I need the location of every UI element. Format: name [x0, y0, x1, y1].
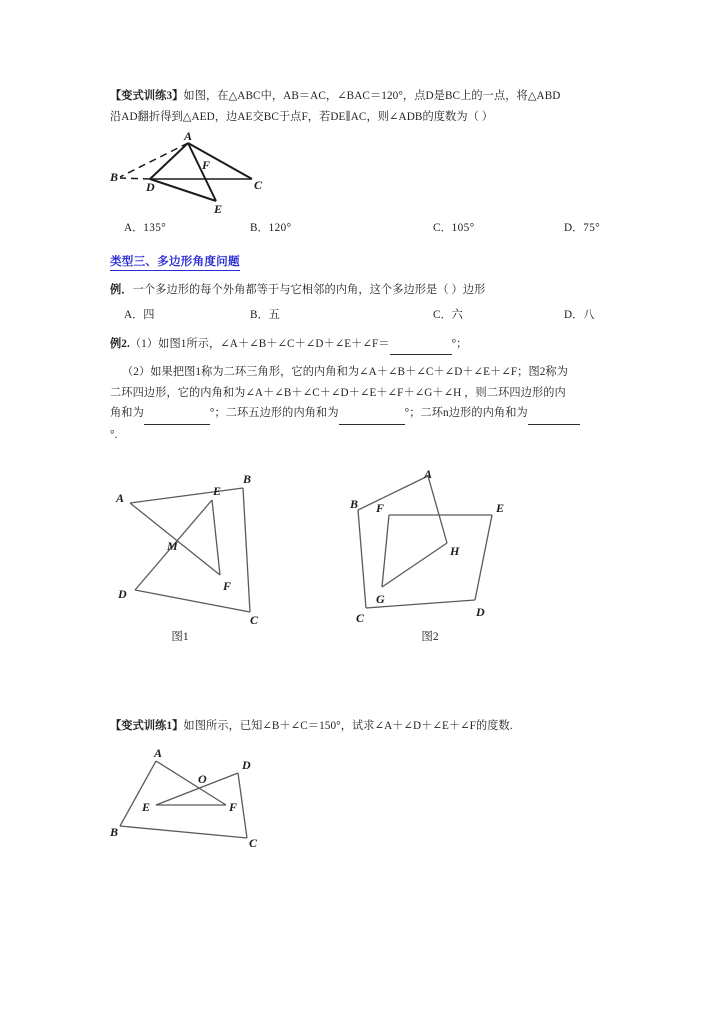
- example-2-frag-c: °；二环n边形的内角和为: [404, 407, 528, 419]
- choice-d-key: D．: [564, 222, 584, 234]
- label-a: A: [184, 131, 193, 143]
- fig2-label-c: C: [356, 611, 365, 625]
- two-ring-quadrilateral-svg: [350, 470, 565, 625]
- segment-bc: [120, 826, 247, 838]
- figure-1-wrap: [110, 470, 325, 644]
- example-1-choices: [110, 305, 610, 325]
- label-c: C: [254, 178, 263, 192]
- example-1-choice-d-key: D．: [564, 308, 584, 321]
- exercise-3-line-2: 沿AD翻折得到△AED，边AE交BC于点F，若DE∥AC，则∠ADB的度数为（ ）: [110, 110, 494, 123]
- label-e: E: [214, 202, 223, 215]
- figure-2-caption: 图2: [421, 631, 439, 643]
- example-1-choice-d-value: 八: [583, 308, 595, 321]
- segment-bc: [358, 510, 366, 608]
- example-2-part1-text: （1）如图1所示，∠A＋∠B＋∠C＋∠D＋∠E＋∠F＝: [129, 337, 390, 350]
- choice-c-key: C．: [433, 222, 452, 234]
- fig1-label-c: C: [250, 613, 259, 625]
- example-2-part2-line-4: °.: [110, 428, 118, 441]
- crossed-quadrilateral-svg: [110, 743, 310, 848]
- example-1-line: [110, 280, 610, 301]
- example-1-label: 例．: [110, 284, 133, 296]
- segment-ab: [130, 488, 243, 503]
- choice-d[interactable]: [564, 218, 600, 238]
- example-1-choice-c-key: C．: [433, 308, 452, 321]
- exercise-1-label: 【变式训练1】: [110, 720, 184, 732]
- exercise-1-text: 如图所示，已知∠B＋∠C＝150°，试求∠A＋∠D＋∠E＋∠F的度数.: [183, 720, 513, 732]
- fig1-label-a: A: [116, 491, 125, 505]
- exercise-3-figure: [110, 131, 610, 215]
- answer-blank-1[interactable]: [390, 334, 452, 356]
- choice-a-value: 135°: [143, 222, 167, 234]
- section-header-wrap: [110, 252, 610, 271]
- example-2-part2-line-3: [110, 403, 610, 425]
- ex1-label-f: F: [229, 799, 238, 814]
- example-2-label: 例2.: [110, 337, 130, 350]
- choice-a[interactable]: [124, 218, 250, 238]
- example-2-part2-line-2: 二环四边形，它的内角和为∠A＋∠B＋∠C＋∠D＋∠E＋∠F＋∠G＋∠H ，则二环四边形的内: [110, 386, 566, 399]
- segment-bc: [243, 488, 250, 612]
- choice-d-value: 75°: [583, 222, 601, 234]
- segment-ha: [428, 476, 447, 543]
- figures-row: [110, 470, 610, 644]
- answer-blank-2[interactable]: [144, 403, 210, 425]
- example-1-choice-d[interactable]: [564, 305, 594, 325]
- exercise-1-line: [110, 716, 610, 737]
- example-1-choice-b[interactable]: [250, 305, 433, 325]
- exercise-3-text-1: 如图，在△ABC中，AB＝AC，∠BAC＝120°，点D是BC上的一点，将△ABD: [183, 90, 561, 102]
- exercise-1-figure: [110, 743, 610, 853]
- example-2-frag-b: °；二环五边形的内角和为: [209, 407, 339, 419]
- exercise-3-block: [110, 86, 610, 127]
- two-ring-triangle-svg: [110, 470, 310, 625]
- example-1-text: 一个多边形的每个外角都等于与它相邻的内角，这个多边形是（ ）边形: [132, 284, 486, 296]
- example-1-choice-b-key: B．: [250, 308, 269, 321]
- exercise-3-label: 【变式训练3】: [110, 90, 184, 102]
- segment-ab: [120, 761, 156, 826]
- example-2-part2-line-1: （2）如果把图1称为二环三角形，它的内角和为∠A＋∠B＋∠C＋∠D＋∠E＋∠F；图2称为: [122, 366, 569, 378]
- segment-de: [156, 773, 238, 805]
- choice-c[interactable]: [433, 218, 564, 238]
- example-1-choice-c[interactable]: [433, 305, 564, 325]
- choice-b-key: B．: [250, 222, 269, 234]
- example-2-part1: [110, 334, 610, 356]
- answer-blank-4[interactable]: [528, 403, 580, 425]
- fig2-label-f: F: [376, 501, 385, 515]
- choice-c-value: 105°: [451, 222, 475, 234]
- fig2-label-h: H: [450, 544, 460, 558]
- fig2-label-d: D: [476, 605, 485, 619]
- segment-af: [156, 761, 226, 805]
- page-content: [110, 86, 610, 445]
- example-1-choice-c-value: 六: [451, 308, 463, 321]
- fig1-label-d: D: [118, 587, 127, 601]
- example-1-choice-a[interactable]: [124, 305, 250, 325]
- fig2-label-e: E: [496, 501, 505, 515]
- section-title: 类型三、多边形角度问题: [110, 253, 240, 271]
- ex1-label-o: O: [198, 771, 207, 786]
- ex1-label-d: D: [242, 757, 251, 772]
- segment-bd-dashed: [120, 178, 150, 179]
- ex1-label-a: A: [154, 745, 163, 760]
- segment-gh: [382, 543, 447, 587]
- fig1-label-f: F: [223, 579, 232, 593]
- segment-ef: [212, 500, 220, 575]
- figure-1-caption: 图1: [171, 631, 189, 643]
- example-2-frag-a: 角和为: [110, 407, 144, 419]
- exercise-1-block: [110, 716, 610, 853]
- ex1-label-c: C: [249, 835, 258, 848]
- example-2-part1-unit: °；: [451, 337, 468, 350]
- fig2-label-g: G: [376, 592, 385, 606]
- label-f: F: [202, 158, 211, 172]
- ex1-label-b: B: [110, 824, 119, 839]
- segment-fg: [382, 515, 389, 587]
- example-1-choice-a-key: A．: [124, 308, 144, 321]
- folded-triangle-svg: [110, 131, 310, 215]
- example-1-choice-b-value: 五: [268, 308, 280, 321]
- segment-ab: [358, 476, 428, 510]
- fig1-label-b: B: [243, 472, 252, 486]
- example-1-choice-a-value: 四: [143, 308, 155, 321]
- segment-ab-dashed: [120, 143, 188, 177]
- ex1-label-e: E: [142, 799, 151, 814]
- fig1-label-m: M: [167, 539, 178, 553]
- fig2-label-a: A: [424, 470, 433, 481]
- figure-2-wrap: [350, 470, 580, 644]
- choice-b-value: 120°: [268, 222, 292, 234]
- label-d: D: [146, 180, 155, 194]
- exercise-3-line-1: [110, 86, 610, 107]
- segment-cd: [135, 590, 250, 612]
- segment-ad: [150, 143, 188, 179]
- segment-de: [475, 515, 492, 600]
- fig2-label-b: B: [350, 497, 359, 511]
- segment-cd: [238, 773, 247, 838]
- answer-blank-3[interactable]: [339, 403, 405, 425]
- label-b: B: [110, 170, 119, 184]
- choice-b[interactable]: [250, 218, 433, 238]
- choice-a-key: A．: [124, 222, 144, 234]
- exercise-3-choices: [110, 218, 610, 238]
- fig1-label-e: E: [213, 484, 222, 498]
